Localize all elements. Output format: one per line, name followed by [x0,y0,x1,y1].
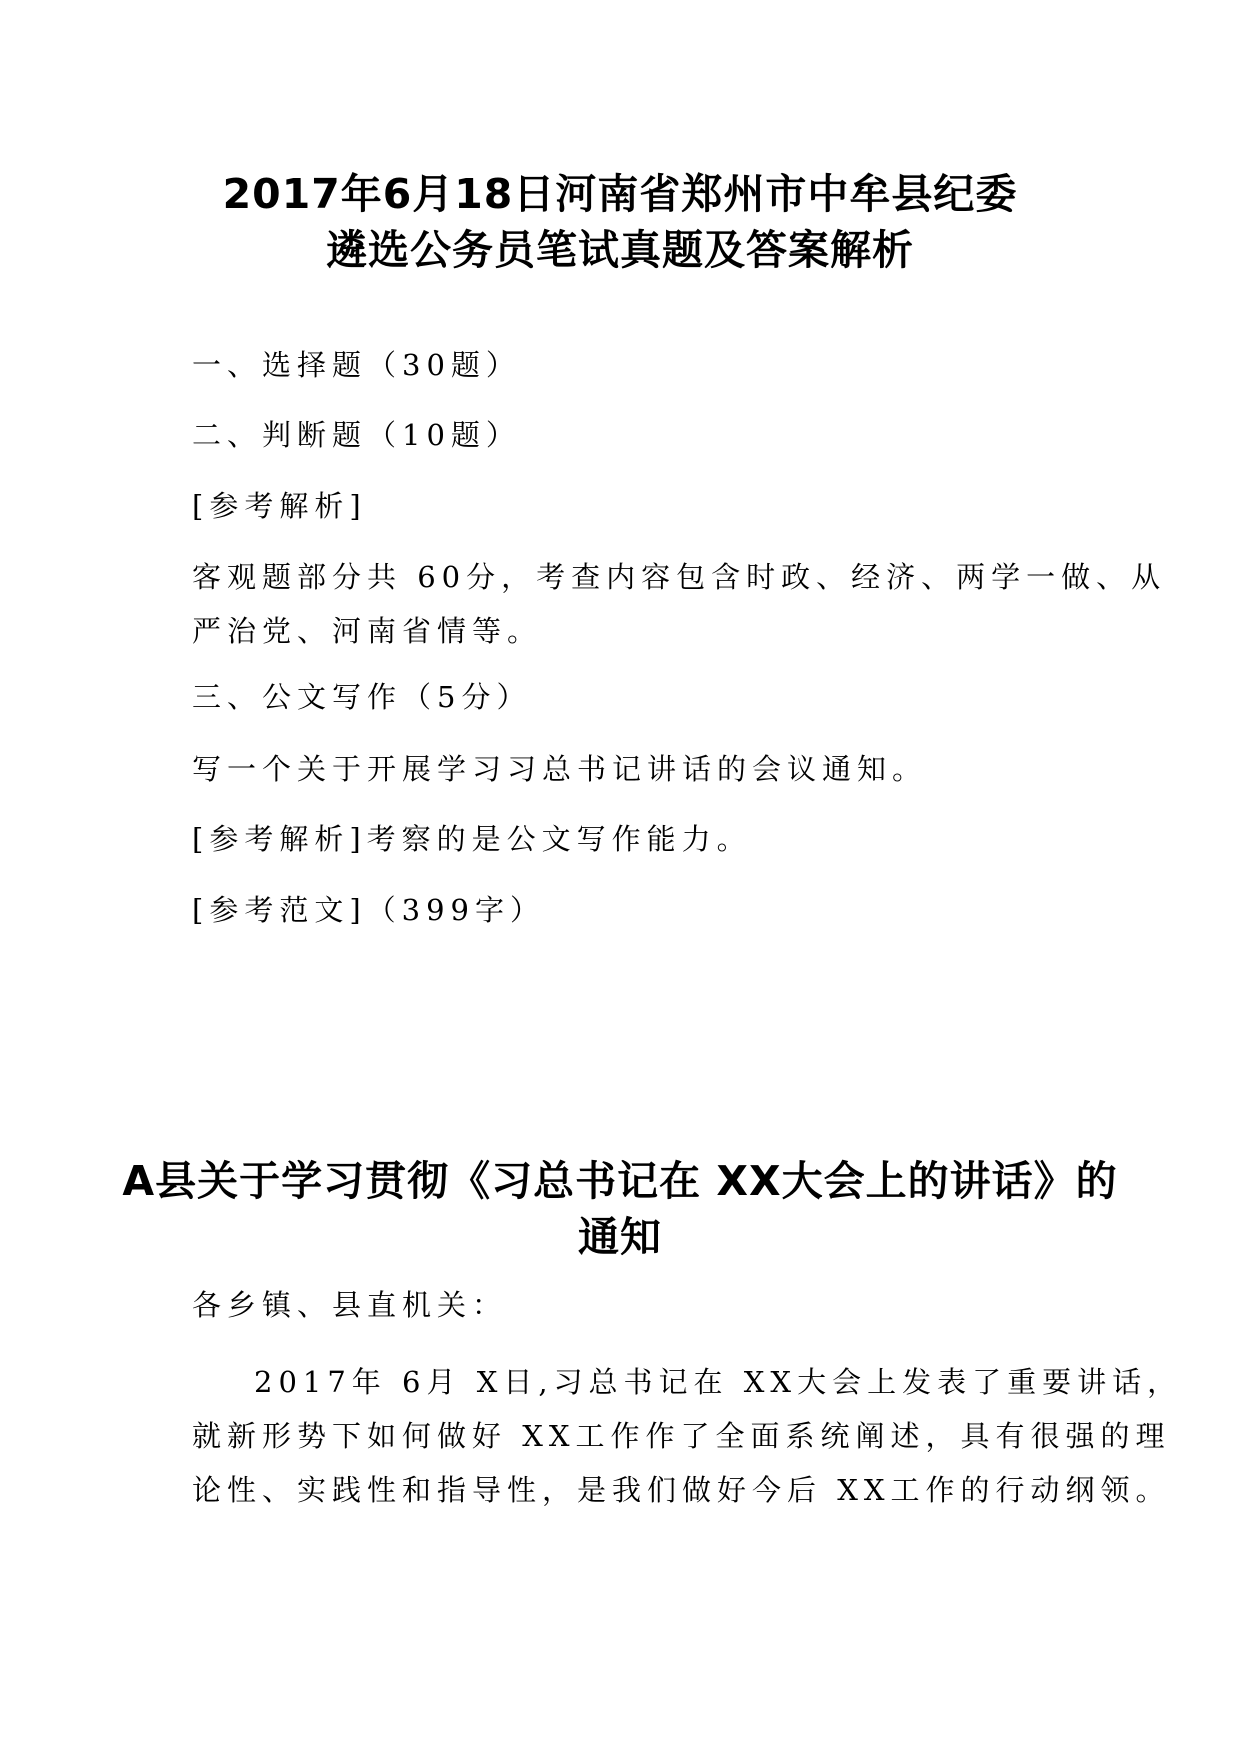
notice-salutation: 各乡镇、县直机关： [192,1288,508,1322]
section-judgment-heading: 二、判断题（10题） [192,418,521,452]
notice-title-line-1: A县关于学习贯彻《习总书记在 XX大会上的讲话》的 [122,1157,1118,1205]
document-title-line-1: 2017年6月18日河南省郑州市中牟县纪委 [222,170,1018,218]
notice-body-line-1: 2017年 6月 X日,习总书记在 XX大会上发表了重要讲话， [254,1365,1183,1399]
notice-body-line-2: 就新形势下如何做好 XX工作作了全面系统阐述，具有很强的理 [192,1419,1171,1453]
objective-summary-paragraph [192,550,1167,658]
section-choice-heading: 一、选择题（30题） [192,348,521,382]
reference-sample-line: [参考范文]（399字） [192,893,545,927]
document-title-line-2: 遴选公务员笔试真题及答案解析 [326,226,914,274]
notice-body-paragraph [192,1355,1183,1517]
section-writing-heading: 三、公文写作（5分） [192,680,532,714]
document-title [120,166,1120,278]
writing-prompt: 写一个关于开展学习习总书记讲话的会议通知。 [192,752,928,786]
notice-body-line-3: 论性、实践性和指导性，是我们做好今后 XX工作的行动纲领。 [192,1473,1171,1507]
reference-analysis-heading: [参考解析] [192,489,367,523]
notice-title [120,1153,1120,1265]
objective-summary-line-2: 严治党、河南省情等。 [192,614,543,648]
objective-summary-line-1: 客观题部分共 60分，考查内容包含时政、经济、两学一做、从 [192,560,1167,594]
notice-title-line-2: 通知 [578,1213,662,1261]
reference-analysis-line: [参考解析]考察的是公文写作能力。 [192,822,752,856]
